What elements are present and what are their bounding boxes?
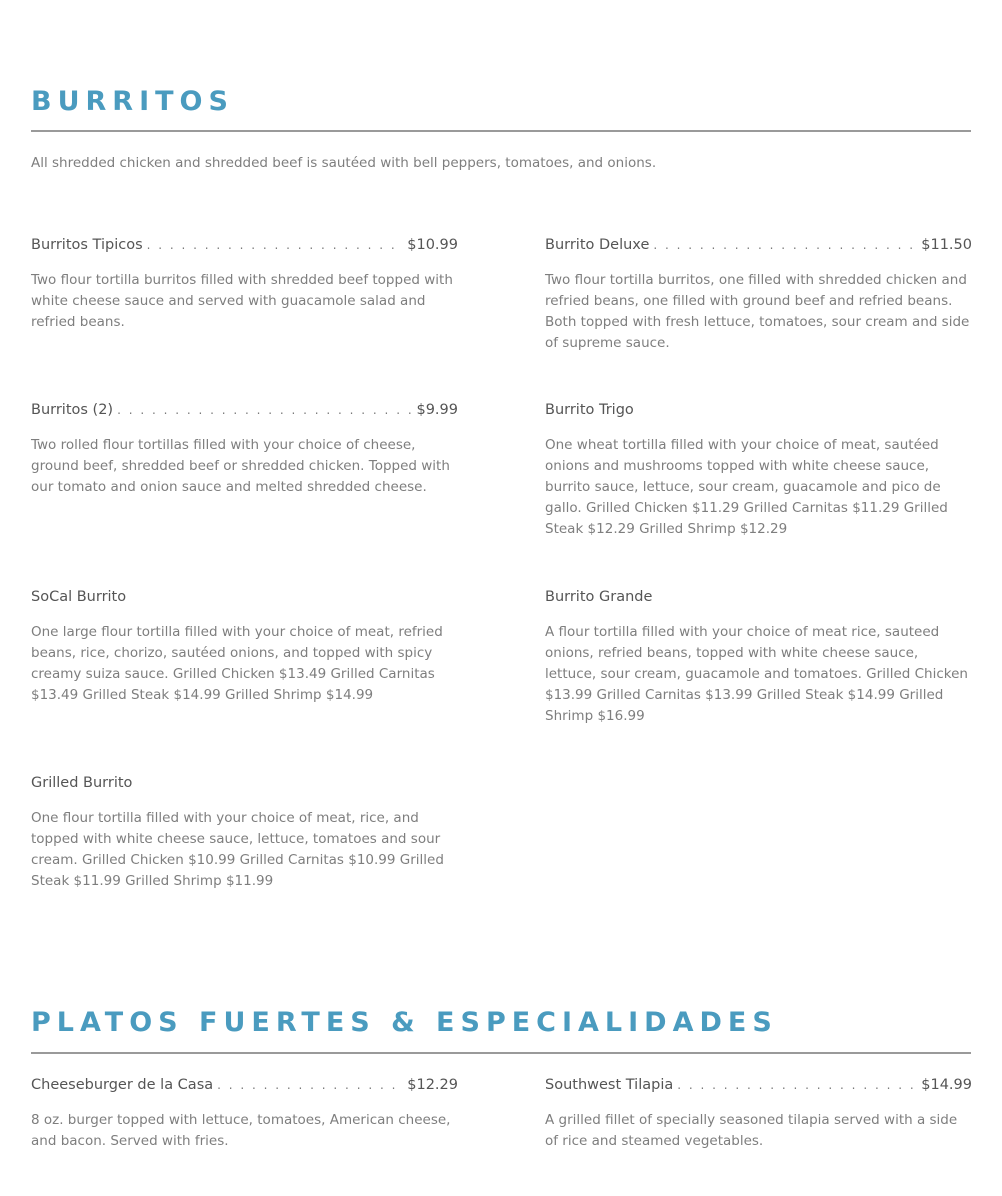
item-price: $14.99 — [921, 1077, 972, 1093]
menu-item-grilled-burrito — [31, 773, 458, 892]
item-description: A grilled fillet of specially seasoned tilapia served with a side of rice and steamed vegetables. — [545, 1112, 958, 1149]
section-divider — [31, 130, 971, 132]
item-price: $12.29 — [407, 1077, 458, 1093]
item-name: Burrito Trigo — [545, 402, 634, 418]
item-price: $10.99 — [407, 237, 458, 253]
item-name: Burritos (2) — [31, 402, 114, 418]
item-description: One wheat tortilla filled with your choice of meat, sautéed onions and mushrooms topped with white cheese sauce, burrito sauce, lettuce, sour cream, guacamole and pico de gallo. Grilled Chicken $11.29 Grilled Carnitas $11.29 Grilled Steak $12.29 Grilled Shrimp $12.29 — [545, 437, 948, 537]
item-name: Cheeseburger de la Casa — [31, 1077, 214, 1093]
menu-item-cheeseburger-de-la-casa — [31, 1075, 458, 1152]
item-price: $9.99 — [416, 402, 458, 418]
menu-item-burrito-deluxe — [545, 235, 972, 354]
menu-item-burritos-2 — [31, 400, 458, 498]
section-title-platos-fuertes: PLATOS FUERTES & ESPECIALIDADES — [31, 1007, 778, 1038]
item-description: Two flour tortilla burritos, one filled with shredded chicken and refried beans, one filled with ground beef and refried beans. Both topped with fresh lettuce, tomatoes, sour cream and side of supreme sauce. — [545, 272, 970, 351]
item-description: Two rolled flour tortillas filled with your choice of cheese, ground beef, shredded beef or shredded chicken. Topped with our tomato and onion sauce and melted shredded cheese. — [31, 437, 450, 495]
section-divider — [31, 1052, 971, 1054]
item-description: Two flour tortilla burritos filled with shredded beef topped with white cheese sauce and served with guacamole salad and refried beans. — [31, 272, 453, 330]
item-price: $11.50 — [921, 237, 972, 253]
menu-item-southwest-tilapia — [545, 1075, 972, 1152]
menu-item-burrito-grande — [545, 587, 972, 727]
dot-leader — [677, 1075, 917, 1095]
item-name: Burrito Grande — [545, 589, 653, 605]
dot-leader — [217, 1075, 403, 1095]
menu-item-burrito-trigo — [545, 400, 972, 540]
item-description: A flour tortilla filled with your choice of meat rice, sauteed onions, refried beans, topped with white cheese sauce, lettuce, sour cream, guacamole and tomatoes. Grilled Chicken $13.99 Grilled Carnitas $13.99 Grilled Steak $14.99 Grilled Shrimp $16.99 — [545, 624, 968, 724]
dot-leader — [147, 235, 404, 255]
item-name: Southwest Tilapia — [545, 1077, 674, 1093]
item-description: 8 oz. burger topped with lettuce, tomatoes, American cheese, and bacon. Served with fries. — [31, 1112, 451, 1149]
section-intro: All shredded chicken and shredded beef is sautéed with bell peppers, tomatoes, and onions. — [31, 155, 657, 171]
section-title-burritos: BURRITOS — [31, 86, 234, 117]
item-name: Grilled Burrito — [31, 775, 133, 791]
item-name: SoCal Burrito — [31, 589, 127, 605]
item-description: One flour tortilla filled with your choice of meat, rice, and topped with white cheese sauce, lettuce, tomatoes and sour cream. Grilled Chicken $10.99 Grilled Carnitas $10.99 Grilled Steak $11.99 Grilled Shrimp $11.99 — [31, 810, 444, 889]
item-name: Burritos Tipicos — [31, 237, 143, 253]
item-name: Burrito Deluxe — [545, 237, 650, 253]
dot-leader — [653, 235, 917, 255]
dot-leader — [117, 400, 412, 420]
menu-item-burritos-tipicos — [31, 235, 458, 333]
menu-item-socal-burrito — [31, 587, 458, 706]
item-description: One large flour tortilla filled with your choice of meat, refried beans, rice, chorizo, sautéed onions, and topped with spicy creamy suiza sauce. Grilled Chicken $13.49 Grilled Carnitas $13.49 Grilled Steak $14.99 Grilled Shrimp $14.99 — [31, 624, 443, 703]
